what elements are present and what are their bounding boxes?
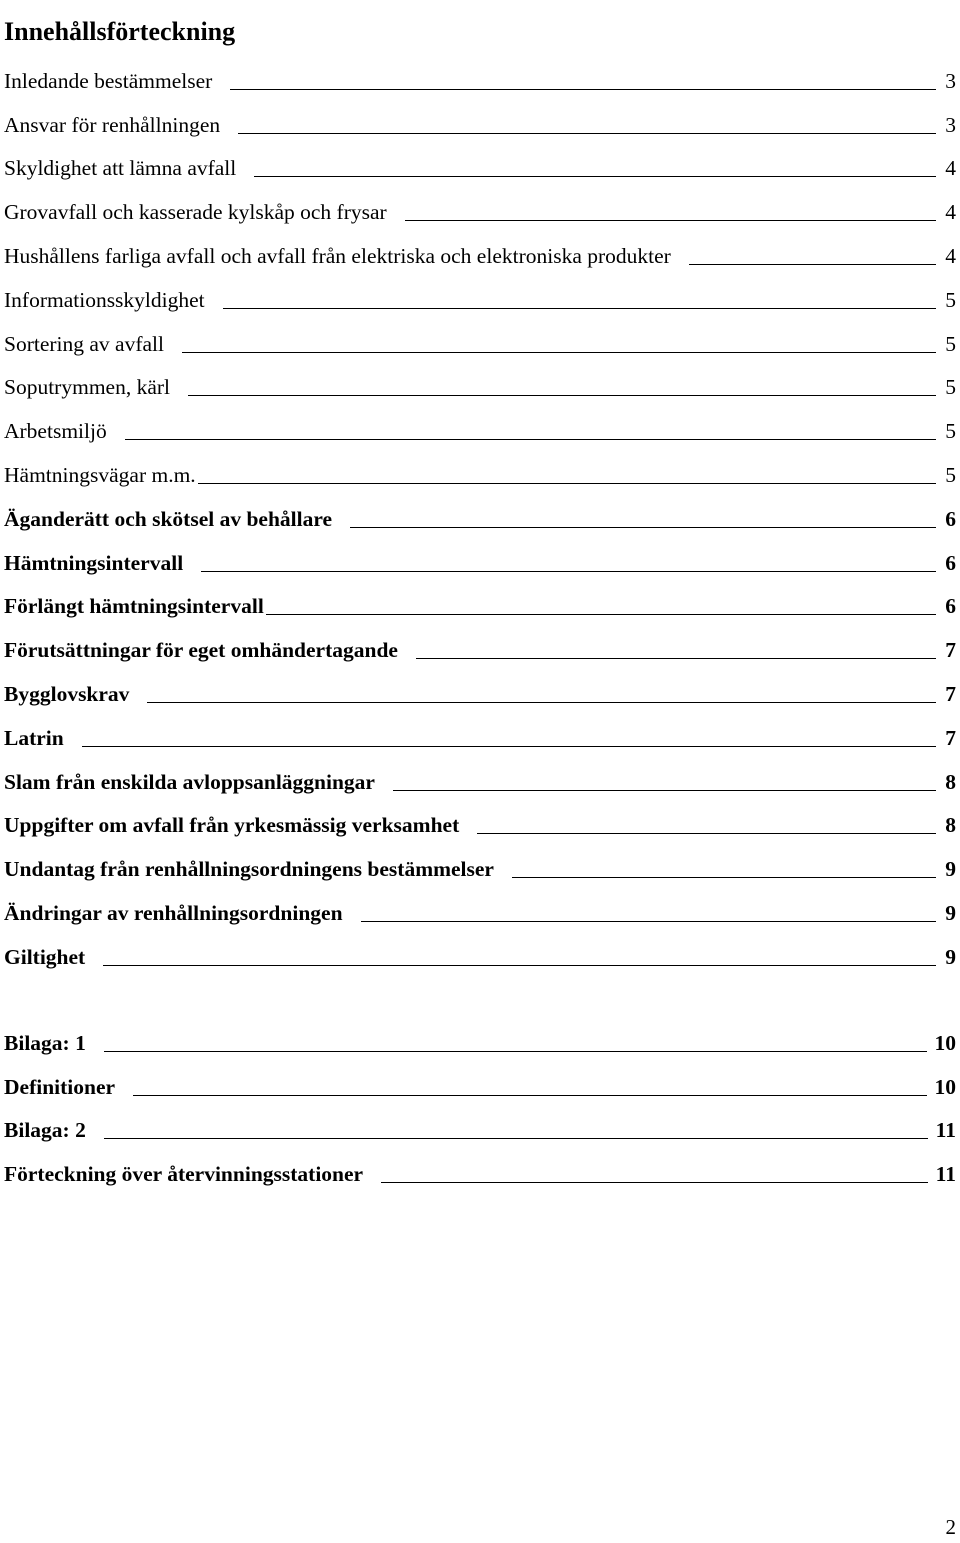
toc-leader-line [266, 613, 936, 615]
toc-leader-line [125, 438, 936, 440]
toc-entry-page-number: 9 [945, 857, 956, 882]
toc-entry-label: Latrin [4, 725, 64, 750]
toc-leader-line [361, 920, 936, 922]
toc-entry-label: Ansvar för renhållningen [4, 112, 221, 137]
toc-entry-page-number: 11 [935, 1118, 956, 1143]
toc-entry-label: Hushållens farliga avfall och avfall från elektriska och elektroniska produkter [4, 243, 671, 268]
toc-entry[interactable] [4, 359, 956, 403]
toc-entry[interactable] [4, 271, 956, 315]
toc-leader-line [104, 1137, 928, 1139]
toc-leader-line [104, 1050, 927, 1052]
toc-entry[interactable] [4, 1014, 956, 1058]
toc-entry[interactable] [4, 578, 956, 622]
toc-entry-label: Äganderätt och skötsel av behållare [4, 506, 333, 531]
toc-entry-label: Informationsskyldighet [4, 287, 205, 312]
toc-entry-label: Förteckning över återvinningsstationer [4, 1162, 364, 1187]
toc-entry-page-number: 4 [945, 243, 956, 268]
toc-leader-line [82, 745, 936, 747]
toc-entry[interactable] [4, 140, 956, 184]
toc-entry[interactable] [4, 1102, 956, 1146]
toc-leader-line [405, 219, 936, 221]
toc-leader-line [230, 88, 936, 90]
toc-leader-line [393, 789, 936, 791]
toc-entry[interactable] [4, 446, 956, 490]
toc-entry[interactable] [4, 753, 956, 797]
toc-entry[interactable] [4, 183, 956, 227]
toc-entry[interactable] [4, 1058, 956, 1102]
toc-entry-page-number: 5 [945, 462, 956, 487]
toc-entry[interactable] [4, 315, 956, 359]
toc-entry[interactable] [4, 665, 956, 709]
toc-entry-page-number: 10 [934, 1030, 956, 1055]
toc-entry-page-number: 11 [935, 1162, 956, 1187]
toc-entry-label: Undantag från renhållningsordningens bestämmelser [4, 857, 494, 882]
toc-entry-label: Definitioner [4, 1074, 116, 1099]
toc-entry-label: Bilaga: 2 [4, 1118, 86, 1143]
toc-entry-label: Inledande bestämmelser [4, 68, 213, 93]
toc-entry-label: Ändringar av renhållningsordningen [4, 900, 343, 925]
page-title: Innehållsförteckning [4, 17, 236, 47]
toc-leader-line [254, 175, 936, 177]
toc-entry-page-number: 9 [945, 900, 956, 925]
toc-leader-line [381, 1181, 928, 1183]
toc-leader-line [416, 657, 936, 659]
toc-entry-page-number: 7 [945, 681, 956, 706]
toc-entry[interactable] [4, 227, 956, 271]
table-of-contents [4, 52, 956, 972]
toc-entry[interactable] [4, 797, 956, 841]
toc-entry[interactable] [4, 840, 956, 884]
toc-entry-label: Grovavfall och kasserade kylskåp och frysar [4, 200, 387, 225]
toc-leader-line [188, 394, 936, 396]
toc-leader-line [133, 1094, 926, 1096]
toc-entry[interactable] [4, 884, 956, 928]
toc-entry[interactable] [4, 402, 956, 446]
toc-entry-label: Uppgifter om avfall från yrkesmässig verksamhet [4, 813, 460, 838]
toc-leader-line [689, 263, 936, 265]
toc-entry[interactable] [4, 534, 956, 578]
toc-entry-label: Giltighet [4, 944, 86, 969]
toc-entry-page-number: 3 [945, 68, 956, 93]
toc-entry-page-number: 7 [945, 725, 956, 750]
toc-entry-page-number: 8 [945, 813, 956, 838]
toc-leader-line [238, 132, 936, 134]
toc-entry-page-number: 5 [945, 419, 956, 444]
toc-entry-page-number: 9 [945, 944, 956, 969]
toc-leader-line [182, 351, 936, 353]
toc-entry-page-number: 5 [945, 331, 956, 356]
toc-leader-line [198, 482, 936, 484]
toc-leader-line [201, 570, 936, 572]
toc-leader-line [477, 832, 936, 834]
toc-entry-page-number: 6 [945, 506, 956, 531]
appendix-list [4, 1014, 956, 1189]
toc-entry-page-number: 8 [945, 769, 956, 794]
toc-entry-page-number: 3 [945, 112, 956, 137]
toc-entry[interactable] [4, 52, 956, 96]
toc-leader-line [223, 307, 936, 309]
toc-entry[interactable] [4, 621, 956, 665]
toc-entry-page-number: 6 [945, 594, 956, 619]
toc-leader-line [512, 876, 936, 878]
toc-entry-page-number: 7 [945, 638, 956, 663]
toc-leader-line [350, 526, 936, 528]
toc-entry-label: Arbetsmiljö [4, 419, 107, 444]
toc-entry[interactable] [4, 1145, 956, 1189]
toc-entry[interactable] [4, 709, 956, 753]
toc-entry-label: Hämtningsvägar m.m. [4, 462, 196, 487]
toc-entry-label: Förutsättningar för eget omhändertagande [4, 638, 398, 663]
toc-entry-page-number: 6 [945, 550, 956, 575]
toc-entry-label: Hämtningsintervall [4, 550, 184, 575]
toc-entry-page-number: 10 [934, 1074, 956, 1099]
toc-leader-line [147, 701, 936, 703]
toc-entry-label: Soputrymmen, kärl [4, 375, 171, 400]
toc-entry-label: Sortering av avfall [4, 331, 165, 356]
toc-entry-page-number: 5 [945, 287, 956, 312]
page-number: 2 [945, 1515, 956, 1539]
toc-entry-page-number: 5 [945, 375, 956, 400]
toc-entry[interactable] [4, 928, 956, 972]
toc-entry-label: Förlängt hämtningsintervall [4, 594, 264, 619]
toc-leader-line [103, 964, 936, 966]
toc-entry-page-number: 4 [945, 156, 956, 181]
toc-entry-label: Bilaga: 1 [4, 1030, 86, 1055]
toc-entry-label: Skyldighet att lämna avfall [4, 156, 237, 181]
toc-entry-label: Bygglovskrav [4, 681, 130, 706]
toc-entry-label: Slam från enskilda avloppsanläggningar [4, 769, 375, 794]
toc-entry-page-number: 4 [945, 200, 956, 225]
toc-entry[interactable] [4, 490, 956, 534]
toc-entry[interactable] [4, 96, 956, 140]
